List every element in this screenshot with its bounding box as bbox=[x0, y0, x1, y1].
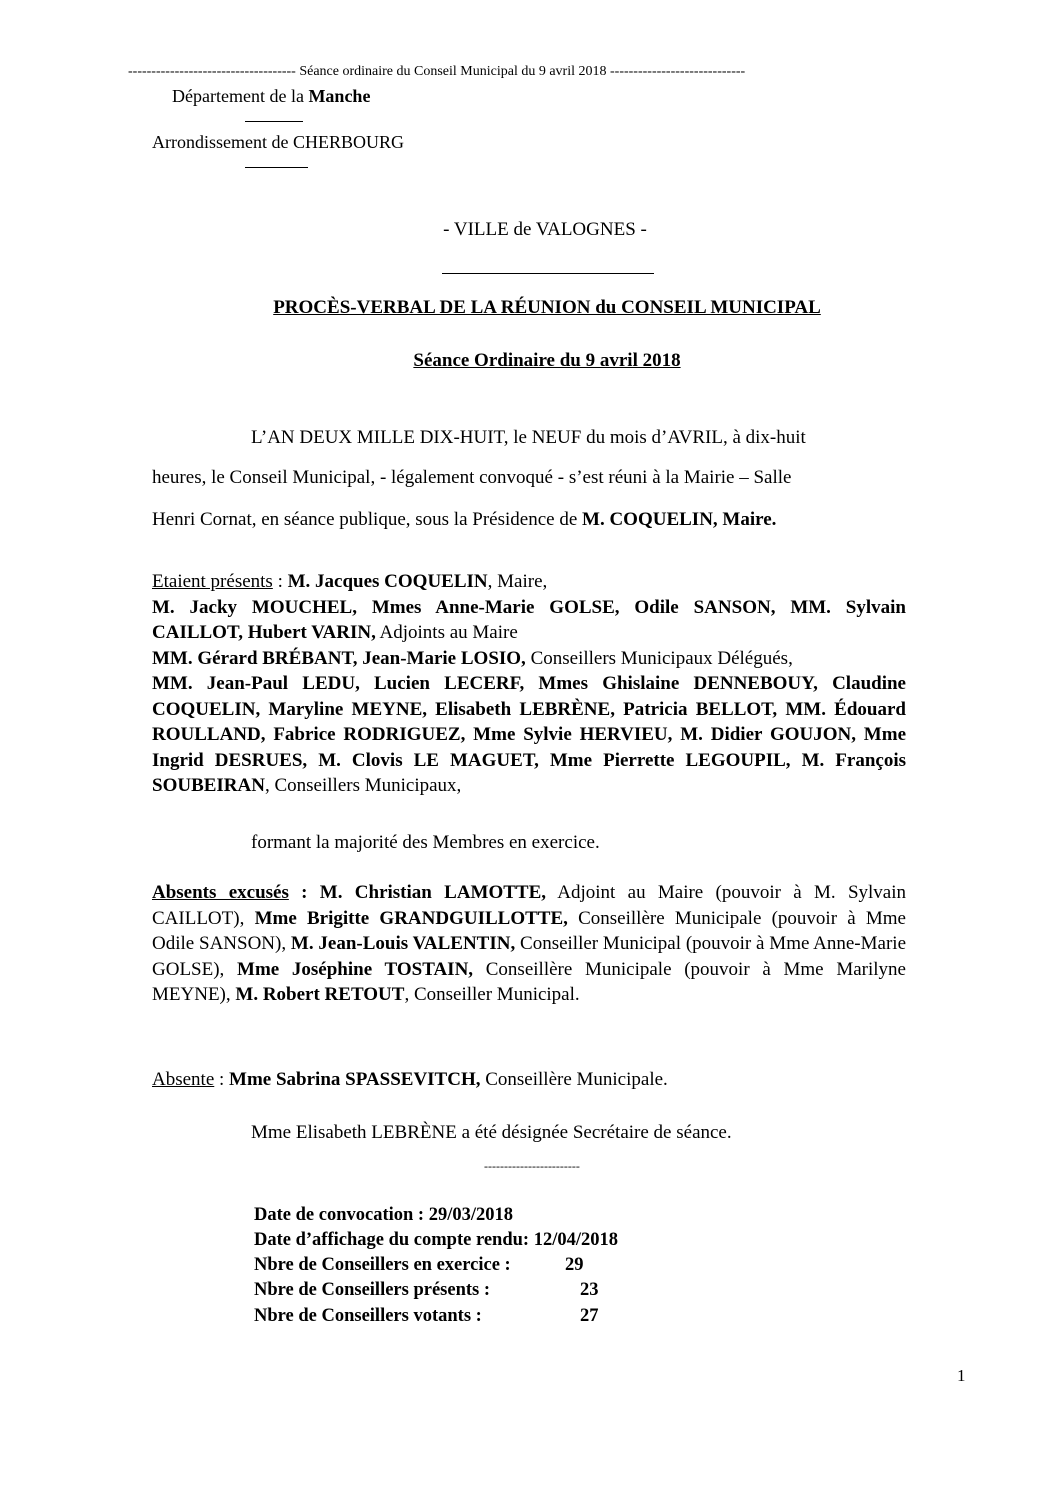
excuses-name: Mme Brigitte GRANDGUILLOTTE, bbox=[254, 907, 568, 929]
excuses-text: , Conseiller Municipal. bbox=[404, 984, 580, 1005]
absente-line bbox=[152, 1069, 668, 1091]
presents-text: , Conseillers Municipaux, bbox=[264, 775, 462, 796]
stat-value: 27 bbox=[580, 1306, 599, 1326]
arrondissement-name: CHERBOURG bbox=[292, 132, 404, 152]
intro-line-2: heures, le Conseil Municipal, - légalement convoqué - s’est réuni à la Mairie – Salle bbox=[152, 467, 792, 488]
absente-name: Mme Sabrina SPASSEVITCH, bbox=[229, 1069, 481, 1090]
stat-row bbox=[254, 1306, 599, 1327]
stat-row bbox=[254, 1255, 584, 1276]
departement bbox=[172, 86, 370, 107]
seance-title: Séance Ordinaire du 9 avril 2018 bbox=[413, 350, 681, 371]
excuses-paragraph bbox=[152, 880, 906, 1008]
divider bbox=[245, 167, 308, 168]
excuses-name: M. Jean-Louis VALENTIN, bbox=[290, 933, 516, 954]
stat-value: 23 bbox=[580, 1280, 599, 1300]
excuses-text: Conseillère Municipale (pouvoir à Mme Marilyne MEYNE), bbox=[152, 958, 906, 1005]
stat-row bbox=[254, 1280, 599, 1301]
presents-paragraph bbox=[152, 569, 906, 799]
presents-name: MM. Gérard BRÉBANT, Jean-Marie LOSIO, bbox=[152, 647, 526, 669]
excuses-label: Absents excusés bbox=[152, 882, 289, 903]
presents-text: , Maire, bbox=[487, 571, 548, 592]
page-header: ------------------------------------ Séance ordinaire du Conseil Municipal du 9 avril 2018 ----------------------------- bbox=[128, 64, 746, 79]
stat-label: Nbre de Conseillers présents : bbox=[254, 1280, 491, 1300]
divider bbox=[442, 273, 654, 274]
excuses-name: M. Robert RETOUT bbox=[235, 984, 405, 1005]
president: M. COQUELIN, Maire. bbox=[582, 509, 777, 530]
stat-label: Nbre de Conseillers en exercice : bbox=[254, 1255, 511, 1275]
secretaire-text: a été désignée Secrétaire de séance. bbox=[456, 1122, 732, 1143]
pv-title: PROCÈS-VERBAL DE LA RÉUNION du CONSEIL MUNICIPAL bbox=[273, 297, 821, 318]
presents-text: Adjoints au Maire bbox=[375, 622, 518, 643]
presents-sep: : bbox=[272, 571, 288, 592]
ville-title: - VILLE de VALOGNES - bbox=[443, 219, 647, 240]
intro-line-3 bbox=[152, 502, 776, 538]
stat-label: Date d’affichage du compte rendu: 12/04/2018 bbox=[254, 1230, 618, 1250]
stat-label: Nbre de Conseillers votants : bbox=[254, 1306, 482, 1326]
departement-prefix: Département de la bbox=[172, 86, 309, 106]
presents-label: Etaient présents bbox=[152, 571, 273, 592]
divider bbox=[245, 121, 303, 122]
absente-sep: : bbox=[214, 1069, 230, 1090]
presents-text: Conseillers Municipaux Délégués, bbox=[525, 647, 793, 669]
arrondissement bbox=[152, 132, 404, 153]
presents-name: M. Jacky MOUCHEL, Mmes Anne-Marie GOLSE, Odile SANSON, MM. Sylvain CAILLOT, Hubert VARIN, bbox=[152, 596, 906, 643]
departement-name: Manche bbox=[308, 86, 371, 106]
stat-row bbox=[254, 1205, 513, 1226]
absente-label: Absente bbox=[152, 1069, 215, 1090]
excuses-text: Conseiller Municipal (pouvoir à Mme Anne-Marie GOLSE), bbox=[152, 933, 907, 980]
excuses-text: Conseillère Municipale (pouvoir à Mme Odile SANSON), bbox=[152, 907, 906, 954]
separator: ------------------------ bbox=[484, 1159, 580, 1173]
presents-body bbox=[152, 571, 906, 796]
excuses-name: M. Christian LAMOTTE, bbox=[319, 882, 547, 903]
stat-label: Date de convocation : 29/03/2018 bbox=[254, 1205, 513, 1225]
excuses-text: Adjoint au Maire (pouvoir à M. Sylvain CAILLOT), bbox=[152, 882, 907, 929]
secretaire-name: Mme Elisabeth LEBRÈNE bbox=[251, 1122, 457, 1143]
arrondissement-prefix: Arrondissement de bbox=[152, 132, 293, 152]
stat-row bbox=[254, 1230, 618, 1251]
secretaire-line bbox=[251, 1122, 732, 1144]
intro-line-1: L’AN DEUX MILLE DIX-HUIT, le NEUF du mois d’AVRIL, à dix-huit bbox=[251, 427, 806, 448]
page-number: 1 bbox=[957, 1366, 966, 1385]
excuses-sep: : bbox=[288, 882, 320, 903]
presents-name: M. Jacques COQUELIN bbox=[287, 571, 488, 592]
excuses-name: Mme Joséphine TOSTAIN, bbox=[237, 958, 474, 980]
intro-line-3-text: Henri Cornat, en séance publique, sous la Présidence de bbox=[152, 509, 583, 530]
stat-value: 29 bbox=[565, 1255, 584, 1275]
absente-role: Conseillère Municipale. bbox=[480, 1069, 668, 1090]
majorite-text: formant la majorité des Membres en exercice. bbox=[251, 832, 600, 853]
presents-name: MM. Jean-Paul LEDU, Lucien LECERF, Mmes Ghislaine DENNEBOUY, Claudine COQUELIN, Maryline MEYNE, Elisabeth LEBRÈNE, Patricia BELLOT, MM. Édouard ROULLAND, Fabrice RODRIGUEZ, Mme Sylvie HERVIEU, M. Didier GOUJON, Mme Ingrid DESRUES, M. Clovis LE MAGUET, Mme Pierrette LEGOUPIL, M. François SOUBEIRAN bbox=[152, 673, 906, 796]
